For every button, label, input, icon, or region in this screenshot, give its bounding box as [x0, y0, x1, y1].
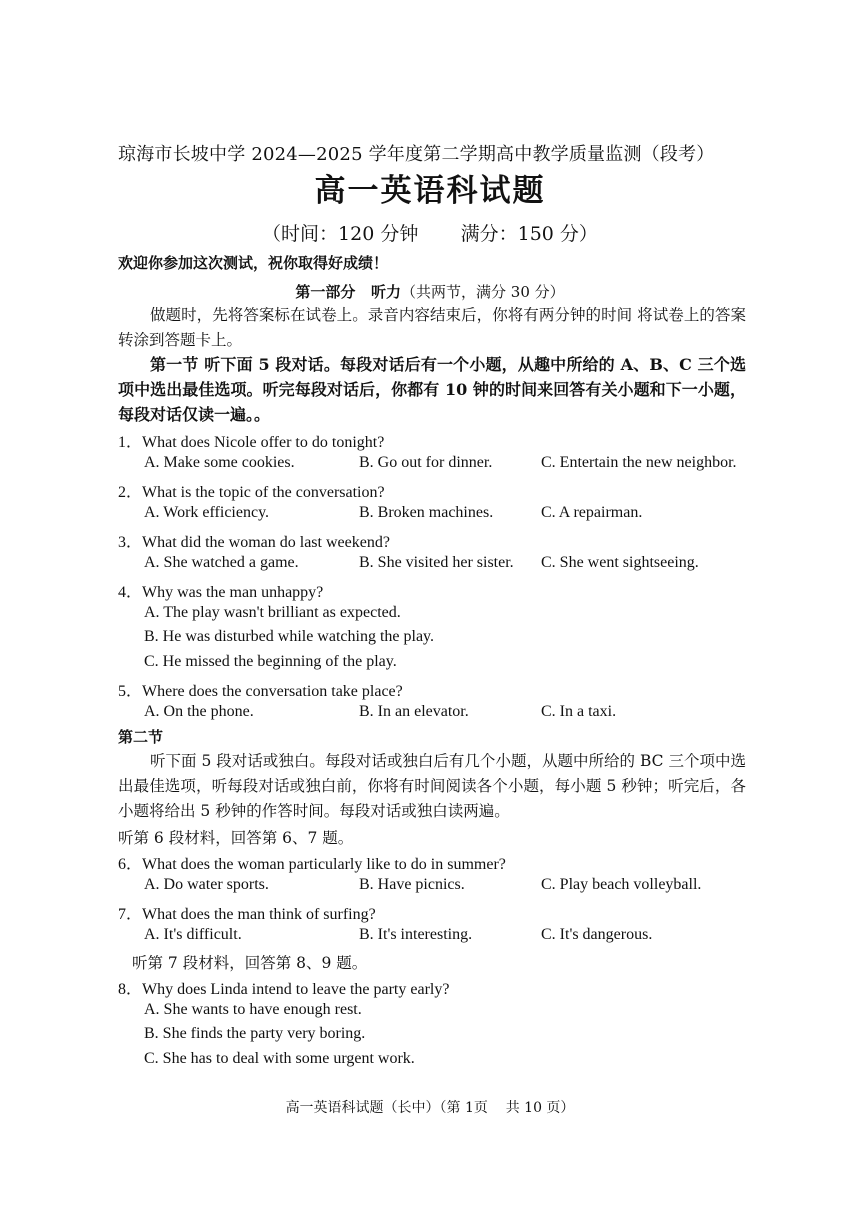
question-number: 6．: [118, 856, 143, 873]
exam-title: 高一英语科试题: [314, 173, 546, 209]
section1-instructions: 第一节 听下面 5 段对话。每段对话后有一个小题，从趣中所给的 A、B、C 三个选项中选出最佳选项。听完每段对话后，你都有 10 钟的时间来回答有关小题和下一小题，每段对话仅读一遍。。: [118, 355, 746, 424]
question-text: What does the man think of surfing?: [142, 906, 376, 923]
part1-title-rest: （共两节，满分 30 分）: [401, 283, 565, 301]
question-7: [118, 901, 376, 924]
question-number: 5．: [118, 683, 143, 700]
question-6: [118, 851, 506, 874]
option-b: B. He was disturbed while watching the play.: [144, 628, 435, 645]
option-b: B. In an elevator.: [359, 703, 469, 720]
option-b: B. Broken machines.: [359, 504, 494, 521]
option-a: A. Do water sports.: [144, 876, 269, 893]
option-a: A. It's difficult.: [144, 926, 242, 943]
question-2: [118, 479, 385, 502]
option-c: C. She has to deal with some urgent work.: [144, 1050, 415, 1067]
page-footer: 高一英语科试题（长中）（第 1页 共 10 页）: [285, 1100, 575, 1116]
question-3: [118, 529, 390, 552]
option-a: A. She wants to have enough rest.: [144, 1001, 362, 1018]
option-b: B. She finds the party very boring.: [144, 1025, 366, 1042]
question-text: What does the woman particularly like to do in summer?: [142, 856, 506, 873]
option-b: B. She visited her sister.: [359, 554, 514, 571]
option-a: A. The play wasn't brilliant as expected.: [144, 604, 401, 621]
question-number: 4．: [118, 584, 143, 601]
question-number: 7．: [118, 906, 143, 923]
section2-heading: 第二节: [118, 728, 164, 746]
part1-title-bold: 第一部分 听力: [295, 283, 402, 301]
question-text: Why was the man unhappy?: [142, 584, 324, 601]
question-text: Why does Linda intend to leave the party early?: [142, 981, 450, 998]
question-4: [118, 579, 323, 602]
option-c: C. Play beach volleyball.: [541, 876, 702, 893]
question-number: 8．: [118, 981, 143, 998]
question-number: 2．: [118, 484, 143, 501]
question-text: Where does the conversation take place?: [142, 683, 403, 700]
option-c: C. A repairman.: [541, 504, 643, 521]
question-number: 1．: [118, 434, 143, 451]
option-c: C. Entertain the new neighbor.: [541, 454, 737, 471]
option-c: C. In a taxi.: [541, 703, 617, 720]
question-8: [118, 976, 449, 999]
question-text: What did the woman do last weekend?: [142, 534, 390, 551]
section2-instructions: 听下面 5 段对话或独白。每段对话或独白后有几个小题，从题中所给的 BC 三个项中选出最佳选项，听每段对话或独白前，你将有时间阅读各个小题，每小题 5 秒钟；听完后，各小题将给出 5 秒钟的作答时间。每段对话或独白读两遍。: [118, 752, 746, 820]
option-a: A. On the phone.: [144, 703, 254, 720]
question-text: What is the topic of the conversation?: [142, 484, 385, 501]
option-c: C. She went sightseeing.: [541, 554, 699, 571]
option-a: A. Work efficiency.: [144, 504, 270, 521]
option-a: A. Make some cookies.: [144, 454, 295, 471]
question-1: [118, 429, 384, 452]
part1-title: [0, 281, 860, 302]
option-b: B. It's interesting.: [359, 926, 473, 943]
school-exam-line: 琼海市长坡中学 2024—2025 学年度第二学期高中教学质量监测（段考）: [118, 144, 715, 165]
time-and-score: （时间：120 分钟 满分：150 分）: [262, 223, 598, 245]
part1-instructions: 做题时，先将答案标在试卷上。录音内容结束后，你将有两分钟的时间 将试卷上的答案转涂到答题卡上。: [118, 306, 746, 349]
option-b: B. Go out for dinner.: [359, 454, 493, 471]
welcome-message: 欢迎你参加这次测试，祝你取得好成绩！: [118, 254, 389, 272]
question-number: 3．: [118, 534, 143, 551]
option-a: A. She watched a game.: [144, 554, 299, 571]
material-6-note: 听第 6 段材料，回答第 6、7 题。: [118, 829, 354, 847]
material-7-note: 听第 7 段材料，回答第 8、9 题。: [132, 954, 368, 972]
question-text: What does Nicole offer to do tonight?: [142, 434, 385, 451]
option-c: C. It's dangerous.: [541, 926, 653, 943]
option-b: B. Have picnics.: [359, 876, 465, 893]
option-c: C. He missed the beginning of the play.: [144, 653, 397, 670]
question-5: [118, 678, 403, 701]
